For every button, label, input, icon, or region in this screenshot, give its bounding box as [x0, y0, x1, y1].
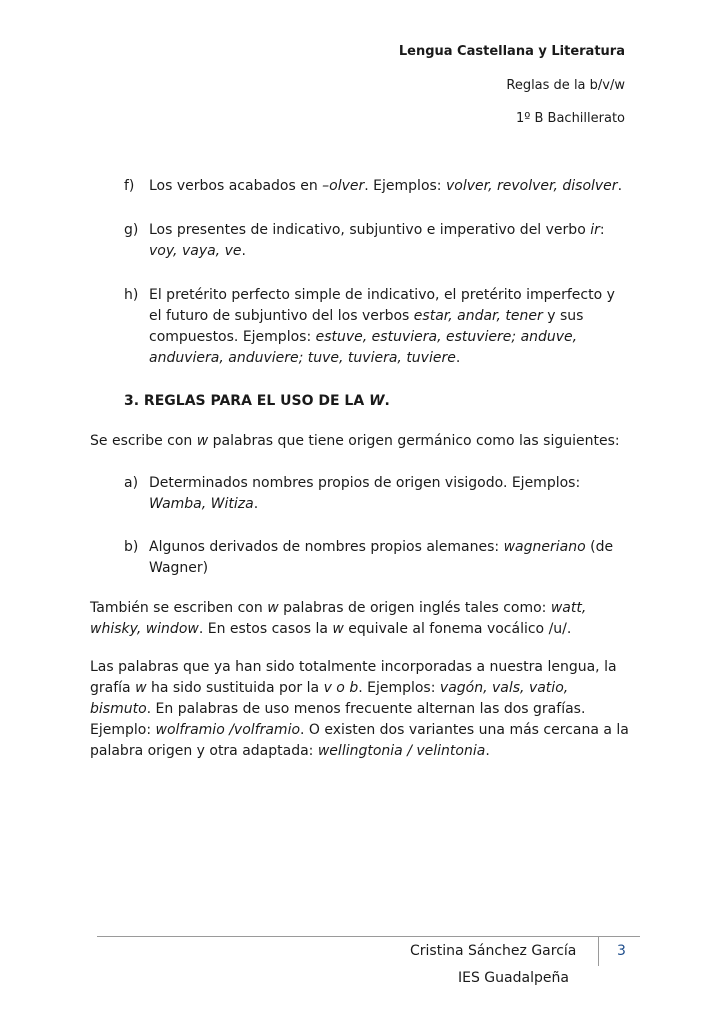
text-run: . En palabras de uso menos frecuente alternan las dos grafías. Ejemplo: — [90, 701, 586, 738]
text-run: . — [485, 743, 490, 759]
text-run: Se escribe con — [90, 433, 197, 449]
italic-text: wolframio /volframio — [155, 722, 301, 738]
list-marker: b) — [124, 539, 139, 555]
text-run: Los presentes de indicativo, subjuntivo e imperativo del verbo — [149, 222, 591, 238]
text-run: . Ejemplos: — [364, 178, 446, 194]
text-run: : — [599, 222, 605, 238]
header-topic: Reglas de la b/v/w — [506, 78, 625, 93]
text-run: palabras que tiene origen germánico como las siguientes: — [208, 433, 620, 449]
footer-divider — [97, 936, 640, 937]
section-heading — [124, 393, 390, 409]
page-number: 3 — [617, 943, 626, 959]
footer-author: Cristina Sánchez García — [410, 943, 577, 959]
text-run: . Ejemplos: — [358, 680, 440, 696]
list-item-text — [149, 285, 624, 369]
text-run: y sus compuestos. Ejemplos: — [149, 308, 584, 345]
list-marker: f) — [124, 178, 135, 194]
list-item-h — [124, 285, 624, 369]
italic-text: w — [135, 680, 147, 696]
incorporated-words-paragraph — [90, 657, 630, 762]
italic-text: voy, vaya, ve — [149, 243, 242, 259]
list-item-a — [124, 473, 624, 515]
header-subject: Lengua Castellana y Literatura — [398, 44, 625, 59]
italic-text: vagón, vals, vatio, bismuto — [90, 680, 569, 717]
list-item-f — [124, 176, 624, 197]
text-run: . — [455, 350, 461, 366]
text-run: Los verbos acabados en — [149, 178, 323, 194]
text-run: ha sido sustituida por la — [146, 680, 324, 696]
text-run: . — [253, 496, 259, 512]
section-heading-suffix: . — [384, 393, 390, 409]
text-run: (de Wagner) — [149, 539, 614, 576]
text-run: . — [617, 178, 623, 194]
list-marker: g) — [124, 222, 139, 238]
italic-text: volver, revolver, disolver — [445, 178, 618, 194]
italic-text: wagneriano — [503, 539, 586, 555]
list-item-g — [124, 220, 624, 262]
text-run: palabras de origen inglés tales como: — [278, 600, 551, 616]
italic-text: w — [267, 600, 279, 616]
italic-text: watt, whisky, window — [90, 600, 587, 637]
text-run: Determinados nombres propios de origen visigodo. Ejemplos: — [149, 475, 581, 491]
text-run: . O existen dos variantes una más cercana a la palabra origen y otra adaptada: — [90, 722, 629, 759]
footer-school: IES Guadalpeña — [458, 970, 569, 986]
section-heading-letter: W — [369, 393, 385, 409]
text-run: . — [241, 243, 246, 259]
italic-text: v o b — [323, 680, 359, 696]
text-run: . En estos casos la — [198, 621, 333, 637]
list-item-text — [149, 473, 624, 515]
text-run: También se escriben con — [90, 600, 268, 616]
section-heading-prefix: 3. REGLAS PARA EL USO DE LA — [124, 393, 370, 409]
italic-text: Wamba, Witiza — [149, 496, 254, 512]
italic-text: wellingtonia / velintonia — [317, 743, 486, 759]
italic-text: estar, andar, tener — [413, 308, 543, 324]
text-run: equivale al fonema vocálico /u/. — [343, 621, 572, 637]
header-course: 1º B Bachillerato — [515, 111, 625, 126]
list-item-text — [149, 537, 624, 579]
text-run: El pretérito perfecto simple de indicativo, el pretérito imperfecto y el futuro de subjuntivo del los verbos — [149, 287, 615, 324]
italic-text: ir — [590, 222, 600, 238]
english-words-paragraph — [90, 598, 630, 640]
list-marker: a) — [124, 475, 139, 491]
text-run: Las palabras que ya han sido totalmente incorporadas a nuestra lengua, la grafía — [90, 659, 617, 696]
italic-text: w — [332, 621, 344, 637]
list-item-text — [149, 220, 624, 262]
italic-text: w — [196, 433, 209, 449]
list-item-text — [149, 176, 624, 197]
list-marker: h) — [124, 287, 139, 303]
footer-page-separator — [598, 936, 599, 966]
list-item-b — [124, 537, 624, 579]
intro-paragraph — [90, 431, 630, 452]
italic-text: –olver — [322, 178, 365, 194]
italic-text: estuve, estuviera, estuviere; anduve, anduviera, anduviere; tuve, tuviera, tuviere — [149, 329, 578, 366]
text-run: Algunos derivados de nombres propios alemanes: — [149, 539, 504, 555]
